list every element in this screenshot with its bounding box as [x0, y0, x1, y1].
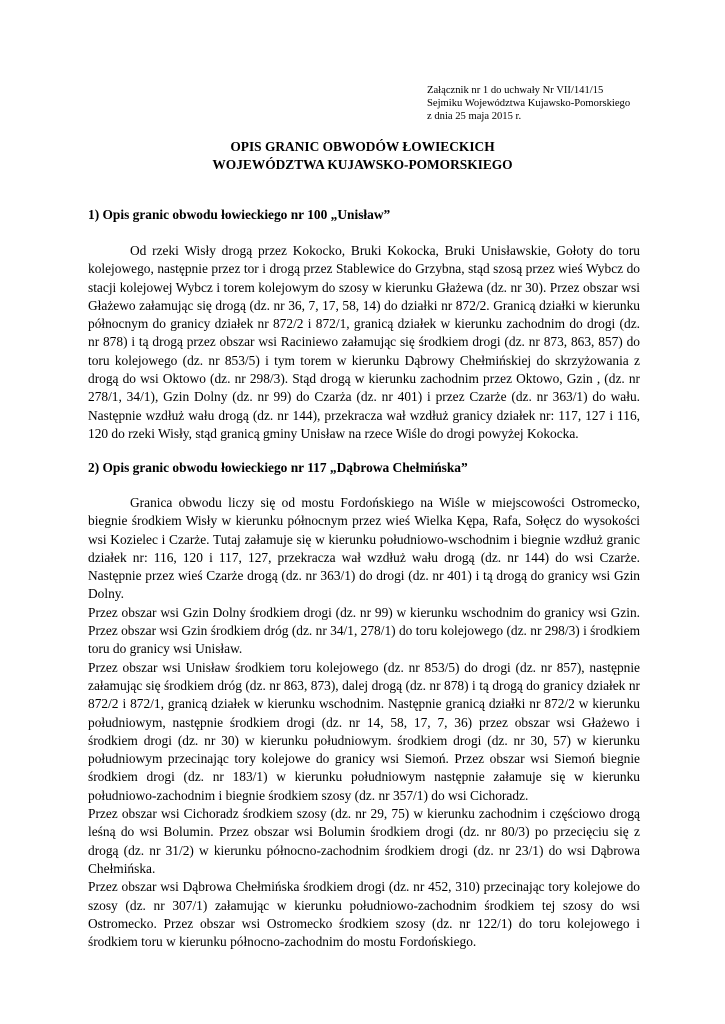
attachment-header	[427, 84, 630, 124]
header-line-date: z dnia 25 maja 2015 r.	[427, 111, 522, 123]
header-line-assembly: Sejmiku Województwa Kujawsko-Pomorskiego	[427, 98, 631, 110]
section-2-paragraph: Przez obszar wsi Dąbrowa Chełmińska środkiem drogi (dz. nr 452, 310) przecinając tory kolejowe do szosy (dz. nr 307/1) załamując w kierunku południowo-zachodnim środkiem tej szosy do wsi Ostromecko. Przez obszar wsi Ostromecko środkiem szosy (dz. nr 122/1) do toru kolejowego i środkiem toru w kierunku północno-zachodnim do mostu Fordońskiego.	[88, 879, 640, 950]
document-title	[0, 138, 725, 174]
section-2-paragraph: Przez obszar wsi Unisław środkiem toru kolejowego (dz. nr 853/5) do drogi (dz. nr 857), następnie załamując się środkiem dróg (dz. nr 863, 873), dalej drogą (dz. nr 878) i tą drogą do granicy działek nr 872/2 i 872/1, granicą działek w kierunku wschodnim. Następnie granicą działki nr 872/2 w kierunku południowym, następnie środkiem drogi (dz. nr 14, 58, 17, 7, 36) przez obszar wsi Głażewo i środkiem drogi (dz. nr 30) w kierunku południowym. środkiem drogi (dz. nr 30, 57) w kierunku południowym przecinając tory kolejowe do granicy wsi Siemoń. Przez obszar wsi Siemoń biegnie środkiem drogi (dz. nr 183/1) w kierunku południowym następnie załamuje się w kierunku południowo-zachodnim i biegnie środkiem szosy (dz. nr 357/1) do wsi Cichoradz.	[88, 659, 640, 803]
section-2-body	[88, 494, 640, 951]
title-line-1: OPIS GRANIC OBWODÓW ŁOWIECKICH	[230, 139, 495, 154]
section-1-paragraph: Od rzeki Wisły drogą przez Kokocko, Bruki Kokocka, Bruki Unisławskie, Gołoty do toru kolejowego, następnie przez tor i drogą przez Stablewice do Grzybna, stąd szosą przez wieś Wybcz do stacji kolejowej Wybcz i torem kolejowym do szosy w kierunku Głażewa (dz. nr 30). Przez obszar wsi Głażewo załamując się drogą (dz. nr 36, 7, 17, 58, 14) do działki nr 872/2. Granicą działki w kierunku północnym do granicy działek nr 872/2 i 872/1, granicą działek w kierunku zachodnim do drogi (dz. nr 878) i tą drogą przez obszar wsi Raciniewo załamując się środkiem drogi (dz. nr 873, 863, 857) do toru kolejowego (dz. nr 853/5) i tym torem w kierunku Dąbrowy Chełmińskiej do skrzyżowania z drogą do wsi Oktowo (dz. nr 298/3). Stąd drogą w kierunku zachodnim przez Oktowo, Gzin , (dz. nr 278/1, 34/1), Gzin Dolny (dz. nr 99) do Czarża (dz. nr 401) i przez Czarże (dz. nr 363/1) do wału. Następnie wzdłuż wału drogą (dz. nr 144), przekracza wał wzdłuż granicy działek nr: 117, 127 i 116, 120 do rzeki Wisły, stąd granicą gminy Unisław na rzece Wiśle do drogi powyżej Kokocka.	[88, 243, 640, 441]
section-1-body	[88, 242, 640, 443]
section-2-heading: 2) Opis granic obwodu łowieckiego nr 117 „Dąbrowa Chełmińska”	[88, 460, 468, 475]
header-line-resolution: Załącznik nr 1 do uchwały Nr VII/141/15	[427, 85, 604, 96]
section-2-paragraph: Granica obwodu liczy się od mostu Fordońskiego na Wiśle w miejscowości Ostromecko, biegnie środkiem Wisły w kierunku północnym przez wieś Wielka Kępa, Rafa, Sołęcz do wysokości wsi Kozielec i Czarże. Tutaj załamuje się w kierunku południowo-wschodnim i biegnie wzdłuż granic działek nr: 116, 120 i 117, 127, przekracza wał wzdłuż wału drogą (dz. nr 144) do wsi Czarże. Następnie przez wieś Czarże drogą (dz. nr 363/1) do drogi (dz. nr 401) i tą drogą do granicy wsi Gzin Dolny.	[88, 495, 640, 602]
section-1-heading: 1) Opis granic obwodu łowieckiego nr 100 „Unisław”	[88, 207, 391, 222]
title-line-2: WOJEWÓDZTWA KUJAWSKO-POMORSKIEGO	[212, 157, 513, 172]
section-2-paragraph: Przez obszar wsi Gzin Dolny środkiem drogi (dz. nr 99) w kierunku wschodnim do granicy wsi Gzin. Przez obszar wsi Gzin środkiem dróg (dz. nr 34/1, 278/1) do toru kolejowego (dz. nr 298/3) i środkiem toru do granicy wsi Unisław.	[88, 604, 640, 657]
section-2-paragraph: Przez obszar wsi Cichoradz środkiem szosy (dz. nr 29, 75) w kierunku zachodnim i częściowo drogą leśną do wsi Bolumin. Przez obszar wsi Bolumin środkiem drogi (dz. nr 80/3) po przecięciu się z drogą (dz. nr 31/2) w kierunku północno-zachodnim środkiem drogi (dz. nr 23/1) do wsi Dąbrowa Chełmińska.	[88, 806, 640, 876]
